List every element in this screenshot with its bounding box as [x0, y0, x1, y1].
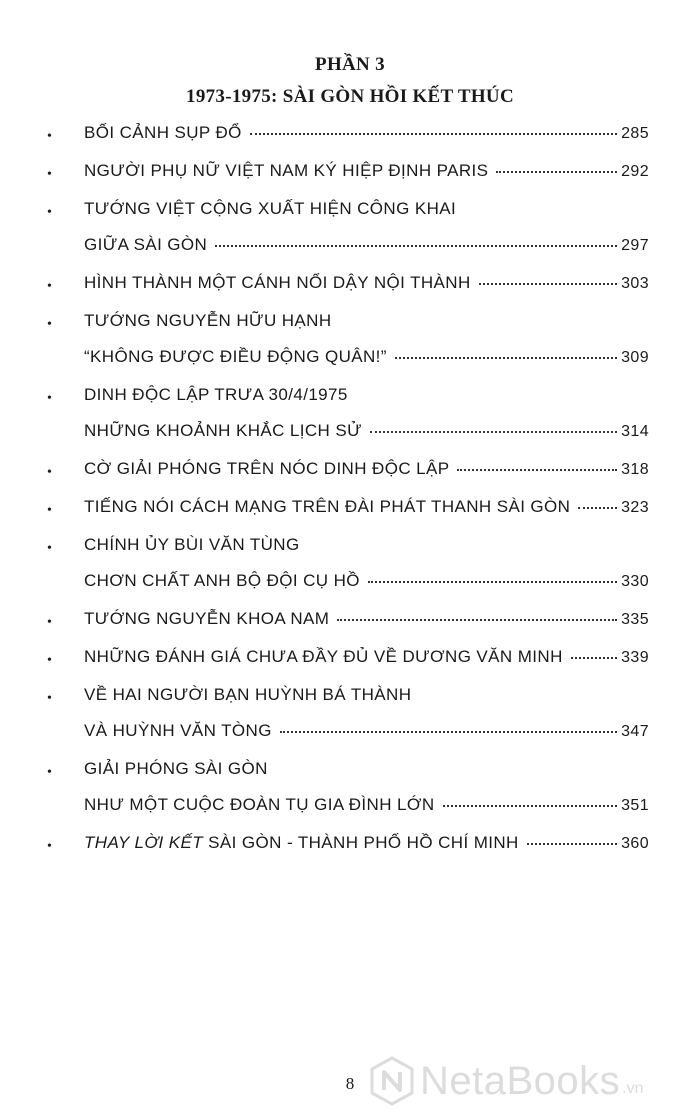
toc-entry-line	[84, 535, 649, 561]
toc-page-number: 285	[621, 125, 649, 142]
toc-entry-title: BỐI CẢNH SỤP ĐỔ	[84, 123, 242, 142]
bullet-icon: •	[47, 615, 52, 630]
toc-entry-line	[84, 497, 649, 523]
dot-leader	[370, 431, 617, 433]
dot-leader	[337, 619, 617, 621]
toc-entry-title: VỀ HAI NGƯỜI BẠN HUỲNH BÁ THÀNH	[84, 685, 412, 704]
toc-page-number: 309	[621, 349, 649, 366]
bullet-icon: •	[47, 317, 52, 332]
toc-page-number: 360	[621, 835, 649, 852]
toc-entry-title: THAY LỜI KẾT SÀI GÒN - THÀNH PHỐ HỒ CHÍ MINH	[84, 833, 519, 852]
part-title: 1973-1975: SÀI GÒN HỒI KẾT THÚC	[186, 86, 514, 107]
toc-entry-line	[84, 385, 649, 411]
dot-leader	[571, 657, 617, 659]
bullet-icon: •	[47, 765, 52, 780]
toc-entry-line	[84, 833, 649, 859]
part-label: PHẦN 3	[315, 54, 385, 75]
toc-entry-title: VÀ HUỲNH VĂN TÒNG	[84, 721, 272, 740]
toc-page-number: 303	[621, 275, 649, 292]
bullet-icon: •	[47, 129, 52, 144]
bullet-icon: •	[47, 691, 52, 706]
dot-leader	[496, 171, 617, 173]
toc-entry-title: CHƠN CHẤT ANH BỘ ĐỘI CỤ HỒ	[84, 571, 360, 590]
toc-entry-line	[84, 459, 649, 485]
dot-leader	[395, 357, 617, 359]
toc-entry-line	[84, 571, 649, 597]
dot-leader	[457, 469, 617, 471]
toc-entry-title: CHÍNH ỦY BÙI VĂN TÙNG	[84, 535, 300, 554]
bullet-icon: •	[47, 391, 52, 406]
bullet-icon: •	[47, 465, 52, 480]
toc-entry-title: GIẢI PHÓNG SÀI GÒN	[84, 759, 268, 778]
toc-entry-line	[84, 795, 649, 821]
bullet-icon: •	[47, 839, 52, 854]
toc-page-number: 292	[621, 163, 649, 180]
toc-entry-line	[84, 123, 649, 149]
toc-page-number: 330	[621, 573, 649, 590]
watermark-suffix: .vn	[622, 1080, 644, 1097]
dot-leader	[215, 245, 617, 247]
toc-page-number: 297	[621, 237, 649, 254]
toc-page-number: 314	[621, 423, 649, 440]
toc-entry-title: DINH ĐỘC LẬP TRƯA 30/4/1975	[84, 385, 348, 404]
toc-entry-line	[84, 647, 649, 673]
toc-entry-line	[84, 199, 649, 225]
toc-entry-title: TIẾNG NÓI CÁCH MẠNG TRÊN ĐÀI PHÁT THANH SÀI GÒN	[84, 497, 571, 516]
dot-leader	[443, 805, 618, 807]
toc-entry-title: NHƯ MỘT CUỘC ĐOÀN TỤ GIA ĐÌNH LỚN	[84, 795, 435, 814]
toc-entry-line	[84, 311, 649, 337]
dot-leader	[527, 843, 617, 845]
toc-page-number: 347	[621, 723, 649, 740]
toc-entry-italic-prefix: THAY LỜI KẾT	[84, 833, 204, 852]
bullet-icon: •	[47, 503, 52, 518]
toc-entry-line	[84, 759, 649, 785]
toc-entry-line	[84, 609, 649, 635]
dot-leader	[368, 581, 617, 583]
toc-entry-line	[84, 685, 649, 711]
toc-entry-title: TƯỚNG NGUYỄN HỮU HẠNH	[84, 311, 332, 330]
page-number: 8	[345, 1074, 355, 1093]
toc-entry-title: HÌNH THÀNH MỘT CÁNH NỔI DẬY NỘI THÀNH	[84, 273, 471, 292]
toc-entry-title: GIỮA SÀI GÒN	[84, 235, 208, 254]
bullet-icon: •	[47, 279, 52, 294]
toc-entry-line	[84, 273, 649, 299]
bullet-icon: •	[47, 205, 52, 220]
toc-entry-title: NHỮNG KHOẢNH KHẮC LỊCH SỬ	[84, 421, 363, 440]
toc-entry-line	[84, 347, 649, 373]
toc-entry-title: “KHÔNG ĐƯỢC ĐIỀU ĐỘNG QUÂN!”	[84, 347, 387, 366]
toc-entry-line	[84, 721, 649, 747]
watermark	[370, 1046, 700, 1116]
dot-leader	[250, 133, 617, 135]
toc-entry-title: CỜ GIẢI PHÓNG TRÊN NÓC DINH ĐỘC LẬP	[84, 459, 450, 478]
toc-page-number: 351	[621, 797, 649, 814]
toc-page-number: 323	[621, 499, 649, 516]
dot-leader	[280, 731, 617, 733]
toc-page-number: 318	[621, 461, 649, 478]
dot-leader	[479, 283, 617, 285]
toc-entry-title: NHỮNG ĐÁNH GIÁ CHƯA ĐẦY ĐỦ VỀ DƯƠNG VĂN MINH	[84, 647, 563, 666]
toc-entry-title: TƯỚNG NGUYỄN KHOA NAM	[84, 609, 330, 628]
bullet-icon: •	[47, 541, 52, 556]
toc-entry-line	[84, 235, 649, 261]
netabooks-logo-icon	[370, 1056, 414, 1106]
bullet-icon: •	[47, 653, 52, 668]
bullet-icon: •	[47, 167, 52, 182]
toc-entry-line	[84, 161, 649, 187]
toc-entry-line	[84, 421, 649, 447]
toc-entry-title: NGƯỜI PHỤ NỮ VIỆT NAM KÝ HIỆP ĐỊNH PARIS	[84, 161, 489, 180]
toc-entry-title: TƯỚNG VIỆT CỘNG XUẤT HIỆN CÔNG KHAI	[84, 199, 457, 218]
watermark-text: NetaBooks	[420, 1058, 621, 1103]
dot-leader	[578, 507, 617, 509]
toc-page-number: 339	[621, 649, 649, 666]
toc-page-number: 335	[621, 611, 649, 628]
